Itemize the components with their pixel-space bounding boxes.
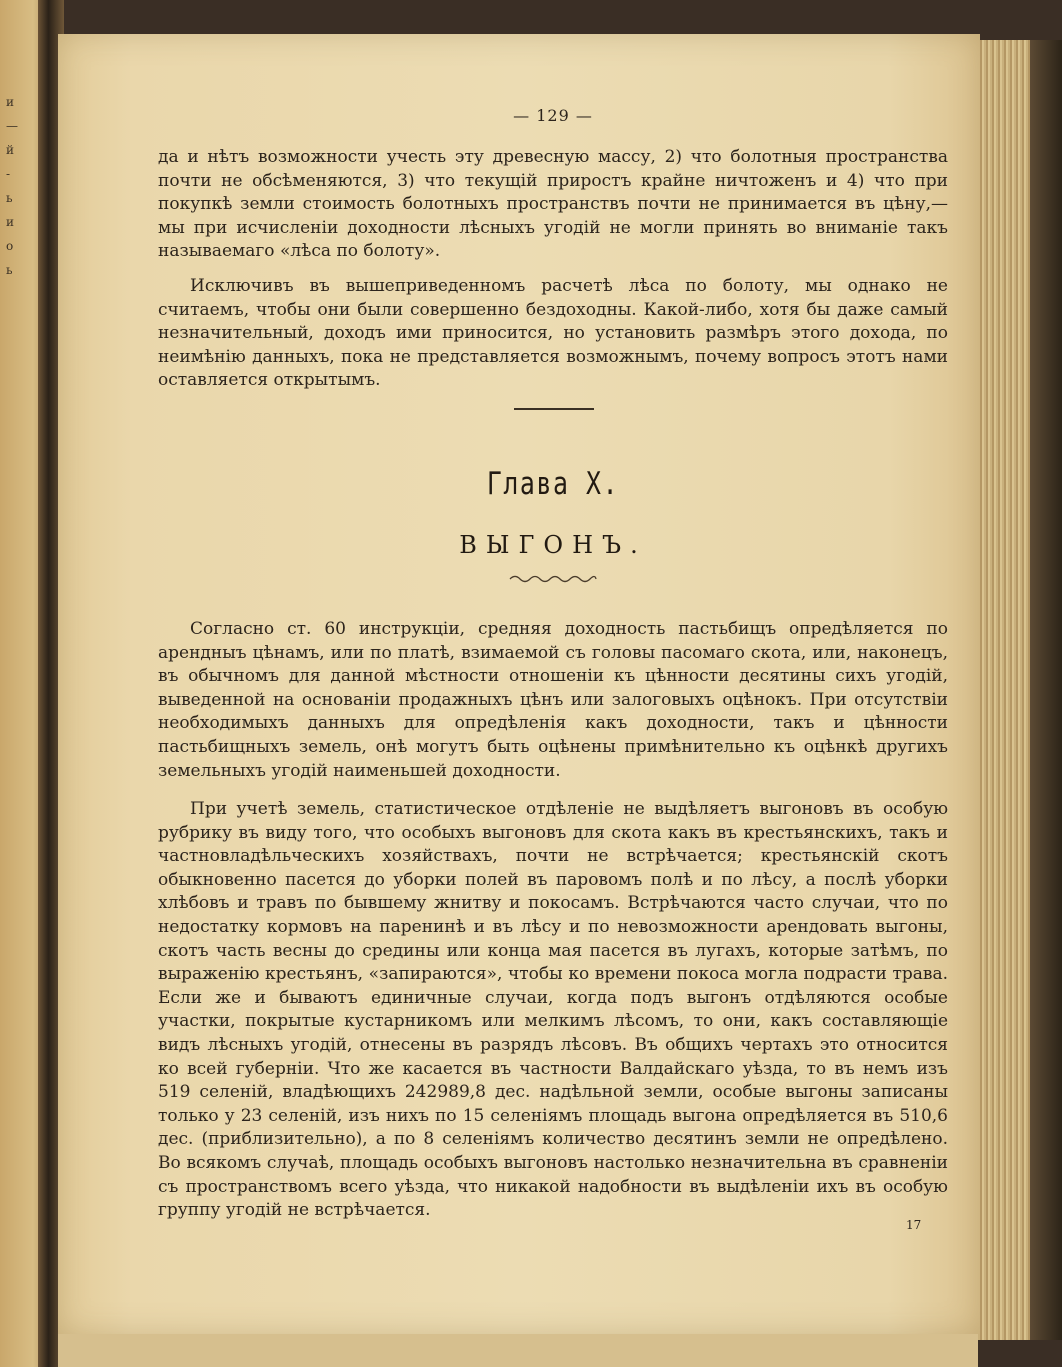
paragraph-2: Исключивъ въ вышеприведенномъ расчетѣ лѣса по болоту, мы однако не считаемъ, чтобы они были совершенно бездоходны. Какой-либо, хотя бы даже самый незначительный, доходъ ими приносится, но установить размѣръ этого дохода, по неимѣнію данныхъ, пока не представляется возможнымъ, почему вопросъ этотъ нами оставляется открытымъ. [158, 276, 948, 391]
paragraph-4: При учетѣ земель, статистическое отдѣленіе не выдѣляетъ выгоновъ въ особую рубрику въ виду того, что особыхъ выгоновъ для скота какъ въ крестьянскихъ, такъ и частновладѣльческихъ хозяйствахъ, почти не встрѣчается; крестьянскій скотъ обыкновенно пасется до уборки полей въ паровомъ полѣ и по лѣсу, а послѣ уборки хлѣбовъ и травъ по бывшему жнитву и покосамъ. Встрѣчаются часто случаи, что по недостатку кормовъ на паренинѣ и въ лѣсу и по невозможности арендовать выгоны, скотъ часть весны до средины или конца мая пасется въ лугахъ, которые затѣмъ, по выраженію крестьянъ, «запираются», чтобы ко времени покоса могла подрасти трава. Если же и бываютъ единичные случаи, когда подъ выгонъ отдѣляются особые участки, покрытые кустарникомъ или мелкимъ лѣсомъ, то они, какъ составляющіе видъ лѣсныхъ угодій, отнесены въ разрядъ лѣсовъ. Въ общихъ чертахъ это относится ко всей губерніи. Что же касается въ частности Валдайскаго уѣзда, то въ немъ изъ 519 селеній, владѣющихъ 242989,8 дес. надѣльной земли, особые выгоны записаны только у 23 селеній, изъ нихъ по 15 селеніямъ площадь выгона опредѣляется въ 510,6 дес. (приблизительно), а по 8 селеніямъ количество десятинъ земли не опредѣлено. Во всякомъ случаѣ, площадь особыхъ выгоновъ настолько незначительна въ сравненіи съ пространствомъ всего уѣзда, что никакой надобности въ выдѣленіи ихъ въ особую группу угодій не встрѣчается. [158, 799, 948, 1221]
paragraph-1: да и нѣтъ возможности учесть эту древесную массу, 2) что болотныя пространства почти не обсѣменяются, 3) что текущій приростъ крайне ничтоженъ и 4) что при покупкѣ земли стоимость болотныхъ пространствъ почти не принимается въ цѣну,—мы при исчисленіи доходности лѣсныхъ угодій не могли принять во вниманіе такъ называемаго «лѣса по болоту». [158, 147, 948, 262]
section-divider [514, 408, 594, 410]
left-page-edge-text: и — й - ь и о ь [6, 95, 18, 277]
page-bottom-margin [58, 1334, 978, 1367]
chapter-title: Глава X. [486, 466, 620, 502]
page [58, 34, 980, 1334]
book-cover-edge [1030, 40, 1062, 1340]
sheet-number: 17 [906, 1218, 922, 1232]
section-title: ВЫГОНЪ. [459, 531, 647, 559]
wavy-ornament-icon [508, 572, 598, 586]
page-number: — 129 — [513, 106, 593, 125]
paragraph-3: Согласно ст. 60 инструкціи, средняя доходность пастьбищъ опредѣляется по арендныъ цѣнамъ, или по платѣ, взимаемой съ головы пасомаго скота, или, наконецъ, въ обычномъ для данной мѣстности отношеніи къ цѣнности десятины сихъ угодій, выведенной на основаніи продажныхъ цѣнъ или залоговыхъ оцѣнокъ. При отсутствіи необходимыхъ данныхъ для опредѣленія какъ доходности, такъ и цѣнности пастьбищныхъ земель, онѣ могутъ быть оцѣнены примѣнительно къ оцѣнкѣ другихъ земельныхъ угодій наименьшей доходности. [158, 619, 948, 781]
